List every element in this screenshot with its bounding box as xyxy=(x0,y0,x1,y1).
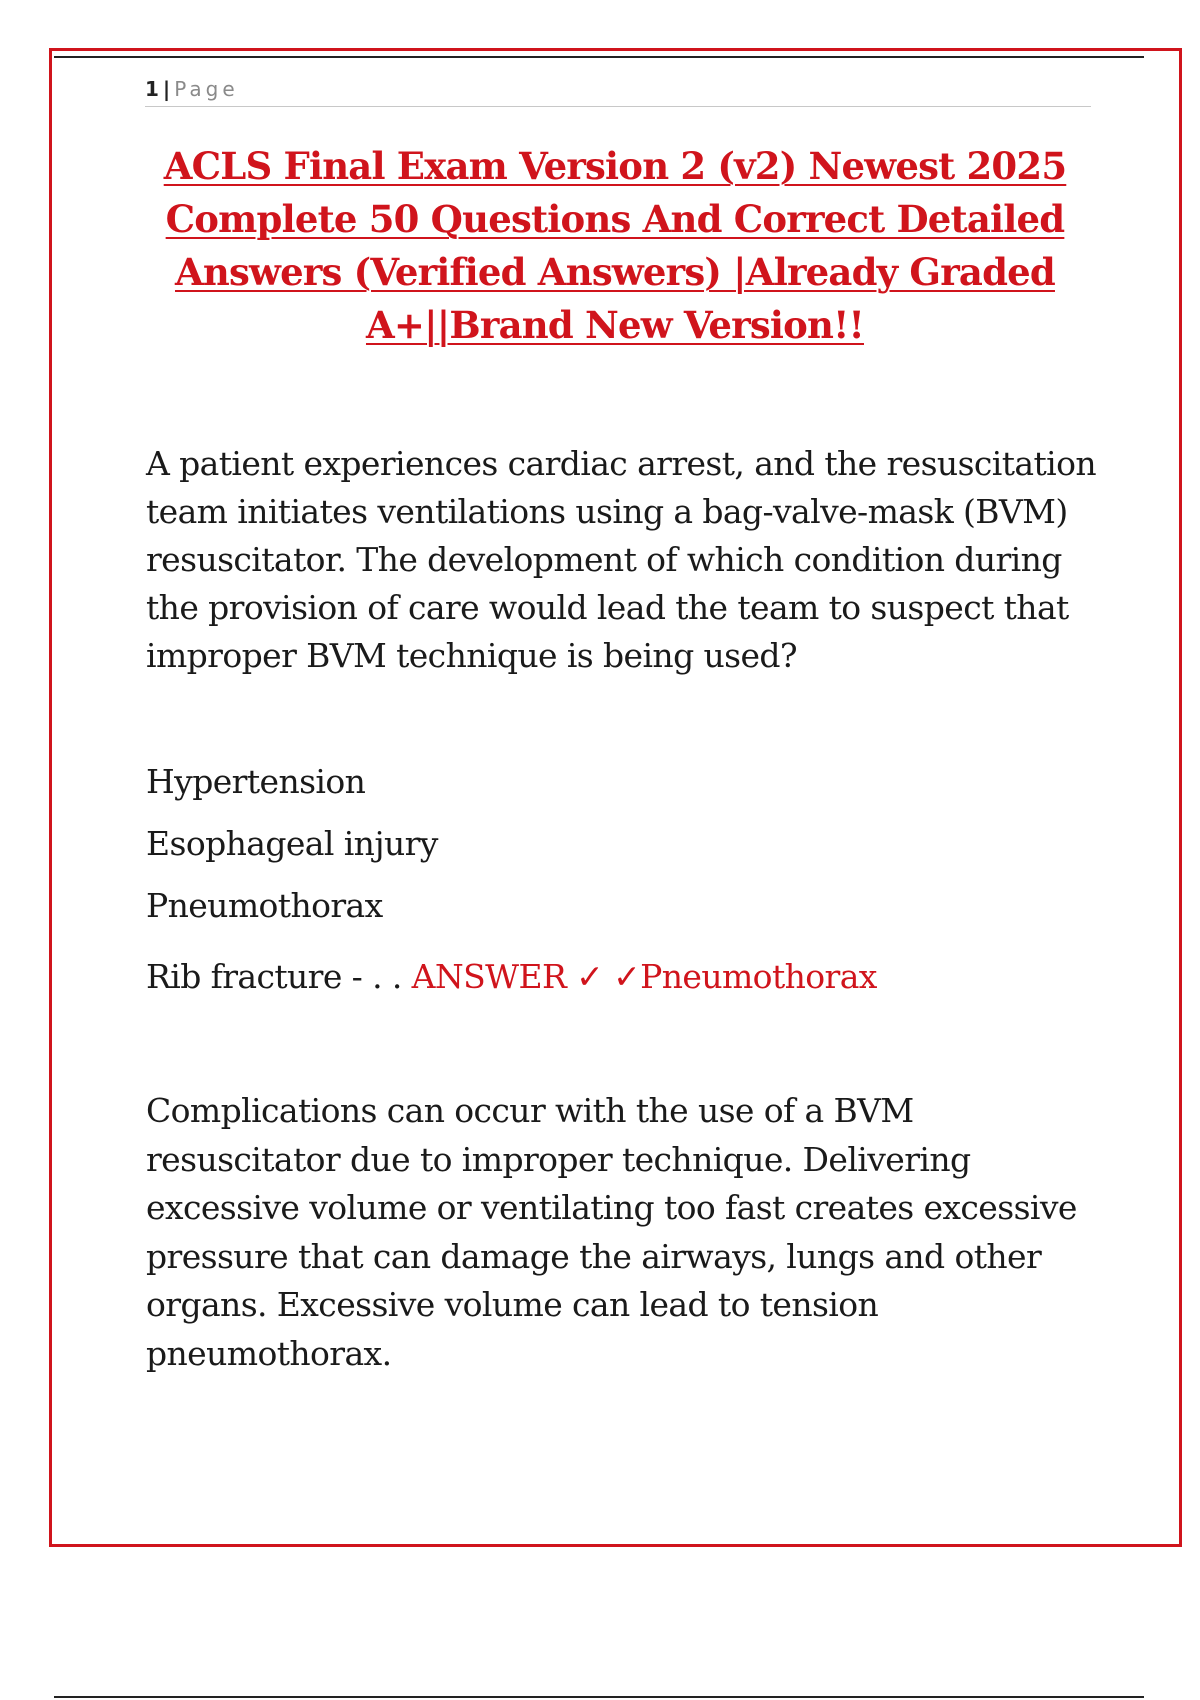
answer-label: ANSWER xyxy=(411,957,567,996)
page-word: Page xyxy=(174,77,239,101)
option-item: Pneumothorax xyxy=(146,886,383,925)
option-item: Hypertension xyxy=(146,762,366,801)
option-item-with-answer xyxy=(146,953,877,1001)
option-text: Rib fracture - . . xyxy=(146,957,402,996)
page-number: 1 xyxy=(145,77,159,101)
bottom-rule xyxy=(54,1696,1144,1698)
option-item: Esophageal injury xyxy=(146,824,438,863)
page-separator: | xyxy=(162,77,171,101)
page-header xyxy=(145,72,1091,107)
top-rule xyxy=(54,56,1144,58)
check-icon: ✓ ✓ xyxy=(576,957,641,996)
question-text: A patient experiences cardiac arrest, and the resuscitation team initiates ventilations using a bag-valve-mask (BVM) resuscitator. The development of which condition during the provision of care would lead the team to suspect that improper BVM technique is being used? xyxy=(146,444,1097,675)
document-title: ACLS Final Exam Version 2 (v2) Newest 2025 Complete 50 Questions And Correct Detailed Answers (Verified Answers) |Already Graded A+||Brand New Version!! xyxy=(163,144,1067,347)
explanation-text: Complications can occur with the use of a BVM resuscitator due to improper technique. Delivering excessive volume or ventilating too fast creates excessive pressure that can damage the airways, lungs and other organs. Excessive volume can lead to tension pneumothorax. xyxy=(146,1091,1077,1373)
answer-text: Pneumothorax xyxy=(640,957,877,996)
